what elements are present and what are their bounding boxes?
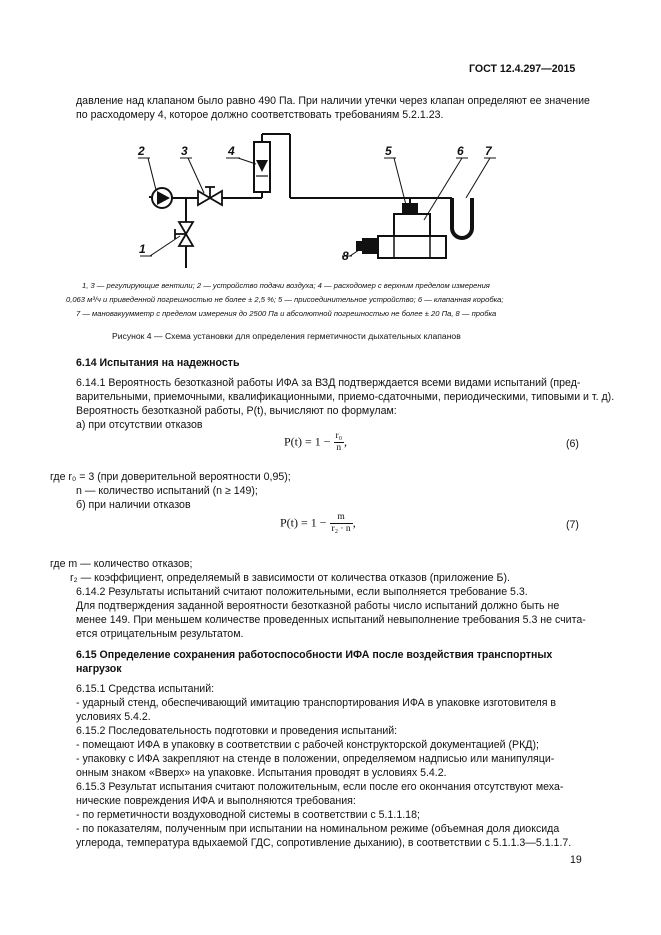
valve-3-left bbox=[198, 191, 210, 205]
s614-p4b: менее 149. При меньшем количестве проведенных испытаний невыполнение требования 5.3 не счита- bbox=[76, 614, 586, 626]
formula-6-number: (6) bbox=[566, 438, 579, 450]
s615-l2b: условиях 5.4.2. bbox=[76, 711, 151, 723]
s615-l8b: углерода, температура вдыхаемой ГДС, сопротивление дыханию), в соответствии с 5.1.1.3—5.1.1.7. bbox=[76, 837, 572, 849]
legend-line-2: 0,063 м³/ч и приведенной погрешностью не более ± 2,5 %; 5 — присоединительное устройство; 6 — клапанная коробка; bbox=[66, 295, 504, 304]
doc-id: ГОСТ 12.4.297—2015 bbox=[469, 63, 576, 75]
where-1b: n — количество испытаний (n ≥ 149); bbox=[76, 485, 258, 497]
s614-p4a: Для подтверждения заданной вероятности безотказной работы число испытаний должно быть не bbox=[76, 600, 560, 612]
leader-1 bbox=[150, 236, 180, 256]
legend-line-1: 1, 3 — регулирующие вентили; 2 — устройство подачи воздуха; 4 — расходомер с верхним пределом измерения bbox=[82, 281, 490, 290]
s615-l1: 6.15.1 Средства испытаний: bbox=[76, 683, 215, 695]
label-1: 1 bbox=[139, 242, 146, 256]
valve-1-top bbox=[179, 222, 193, 234]
s615-l8a: - по показателям, полученным при испытании на номинальном режиме (объемная доля диоксида bbox=[76, 823, 560, 835]
leader-3 bbox=[188, 158, 204, 193]
figure-4-diagram bbox=[0, 0, 661, 280]
formula-7-number: (7) bbox=[566, 519, 579, 531]
s614-p2: Вероятность безотказной работы, P(t), вычисляют по формулам: bbox=[76, 405, 397, 417]
label-4: 4 bbox=[228, 144, 235, 158]
leader-2 bbox=[148, 158, 156, 190]
page-number: 19 bbox=[570, 854, 582, 866]
intro-line-2: по расходомеру 4, которое должно соответствовать требованиям 5.2.1.23. bbox=[76, 109, 444, 121]
formula-6: P(t) = 1 − $\frac{\text{r₀}}{n}$ , bbox=[284, 431, 348, 453]
s615-l6a: 6.15.3 Результат испытания считают положительным, если после его окончания отсутствуют меха- bbox=[76, 781, 564, 793]
where-2a: где m — количество отказов; bbox=[50, 558, 193, 570]
section-615-heading-2: нагрузок bbox=[76, 663, 122, 675]
valve-box-top bbox=[394, 214, 430, 236]
s614-p4c: ется отрицательным результатом. bbox=[76, 628, 244, 640]
connecting-device bbox=[402, 203, 418, 215]
formula-7: P(t) = 1 − $\frac{m}{\text{r₂ · n}}$ , bbox=[280, 512, 356, 534]
s614-p3: 6.14.2 Результаты испытаний считают положительными, если выполняется требование 5.3. bbox=[76, 586, 528, 598]
label-2: 2 bbox=[138, 144, 145, 158]
figure-caption: Рисунок 4 — Схема установки для определения герметичности дыхательных клапанов bbox=[112, 331, 461, 341]
where-1a: где r₀ = 3 (при доверительной вероятности 0,95); bbox=[50, 471, 291, 483]
s614-b: б) при наличии отказов bbox=[76, 499, 191, 511]
legend-line-3: 7 — мановакуумметр с пределом измерения до 2500 Па и абсолютной погрешностью не более ± 20 Па, 8 — пробка bbox=[76, 309, 497, 318]
label-5: 5 bbox=[385, 144, 392, 158]
label-3: 3 bbox=[181, 144, 188, 158]
s615-l3: 6.15.2 Последовательность подготовки и проведения испытаний: bbox=[76, 725, 398, 737]
s615-l7: - по герметичности воздуховодной системы в соответствии с 5.1.1.18; bbox=[76, 809, 420, 821]
intro-line-1: давление над клапаном было равно 490 Па. При наличии утечки через клапан определяют ее значение bbox=[76, 95, 590, 107]
label-7: 7 bbox=[485, 144, 492, 158]
s614-p1b: варительными, приемочными, квалификационными, приемо-сдаточными, периодическими, типовыми и т. д). bbox=[76, 391, 615, 403]
leader-7 bbox=[466, 158, 490, 198]
s615-l5b: онным знаком «Вверх» на упаковке. Испытания проводят в условиях 5.4.2. bbox=[76, 767, 447, 779]
where-2b: r₂ — коэффициент, определяемый в зависимости от количества отказов (приложение Б). bbox=[70, 572, 510, 584]
s615-l5a: - упаковку с ИФА закрепляют на стенде в положении, определяемом надписью или манипуляци- bbox=[76, 753, 555, 765]
label-6: 6 bbox=[457, 144, 464, 158]
s615-l6b: нические повреждения ИФА и выполняются требования: bbox=[76, 795, 356, 807]
s615-l4: - помещают ИФА в упаковку в соответствии с рабочей конструкторской документацией (РКД); bbox=[76, 739, 539, 751]
plug bbox=[362, 238, 378, 254]
s615-l2a: - ударный стенд, обеспечивающий имитацию транспортирования ИФА в упаковке изготовителя в bbox=[76, 697, 557, 709]
label-8: 8 bbox=[342, 249, 349, 263]
section-615-heading-1: 6.15 Определение сохранения работоспособности ИФА после воздействия транспортных bbox=[76, 649, 553, 661]
s614-a: а) при отсутствии отказов bbox=[76, 419, 203, 431]
section-614-heading: 6.14 Испытания на надежность bbox=[76, 357, 240, 369]
s614-p1a: 6.14.1 Вероятность безотказной работы ИФА за ВЗД подтверждается всеми видами испытаний (пред- bbox=[76, 377, 581, 389]
valve-3-right bbox=[210, 191, 222, 205]
valve-box-body bbox=[378, 236, 446, 258]
valve-1-bottom bbox=[179, 234, 193, 246]
